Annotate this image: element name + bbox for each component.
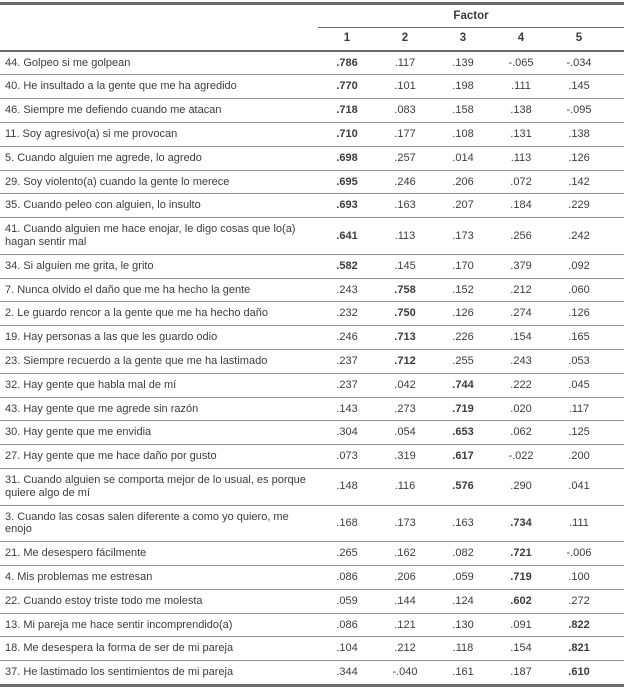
table-row bbox=[0, 146, 624, 170]
table-row bbox=[0, 170, 624, 194]
table-row bbox=[0, 542, 624, 566]
loading-value: .126 bbox=[434, 302, 492, 326]
item-label: 13. Mi pareja me hace sentir incomprendido(a) bbox=[0, 613, 318, 637]
loading-value: .101 bbox=[376, 75, 434, 99]
loading-value: .222 bbox=[492, 373, 550, 397]
loading-value: .059 bbox=[434, 565, 492, 589]
loading-value: .602 bbox=[492, 589, 550, 613]
loading-value: .246 bbox=[318, 326, 376, 350]
table-row bbox=[0, 613, 624, 637]
item-label: 19. Hay personas a las que les guardo odio bbox=[0, 326, 318, 350]
loading-value: .118 bbox=[434, 637, 492, 661]
loading-value: .162 bbox=[376, 542, 434, 566]
loading-value: .246 bbox=[376, 170, 434, 194]
table-body bbox=[0, 51, 624, 686]
loading-value: .206 bbox=[376, 565, 434, 589]
loading-value: .092 bbox=[550, 254, 624, 278]
item-label: 30. Hay gente que me envidia bbox=[0, 421, 318, 445]
factor-group-header: Factor bbox=[318, 4, 624, 28]
loading-value: .138 bbox=[492, 99, 550, 123]
loading-value: .154 bbox=[492, 637, 550, 661]
loading-value: .237 bbox=[318, 373, 376, 397]
item-label: 3. Cuando las cosas salen diferente a como yo quiero, me enojo bbox=[0, 505, 318, 542]
loading-value: .257 bbox=[376, 146, 434, 170]
loading-value: .304 bbox=[318, 421, 376, 445]
loading-value: .113 bbox=[492, 146, 550, 170]
loading-value: .242 bbox=[550, 218, 624, 255]
loading-value: .142 bbox=[550, 170, 624, 194]
loading-value: -.095 bbox=[550, 99, 624, 123]
table-row bbox=[0, 75, 624, 99]
loading-value: .086 bbox=[318, 613, 376, 637]
loading-value: .158 bbox=[434, 99, 492, 123]
loading-value: .243 bbox=[492, 349, 550, 373]
factor-column-header-1: 1 bbox=[318, 27, 376, 50]
loading-value: .059 bbox=[318, 589, 376, 613]
loading-value: .237 bbox=[318, 349, 376, 373]
table-row bbox=[0, 565, 624, 589]
loading-value: -.022 bbox=[492, 445, 550, 469]
item-label: 27. Hay gente que me hace daño por gusto bbox=[0, 445, 318, 469]
loading-value: .719 bbox=[434, 397, 492, 421]
table-row bbox=[0, 421, 624, 445]
loading-value: .042 bbox=[376, 373, 434, 397]
loading-value: .086 bbox=[318, 565, 376, 589]
table-row bbox=[0, 349, 624, 373]
loading-value: .073 bbox=[318, 445, 376, 469]
item-label: 44. Golpeo si me golpean bbox=[0, 51, 318, 75]
loading-value: .198 bbox=[434, 75, 492, 99]
item-label: 34. Si alguien me grita, le grito bbox=[0, 254, 318, 278]
loading-value: .734 bbox=[492, 505, 550, 542]
loading-value: .721 bbox=[492, 542, 550, 566]
item-label: 5. Cuando alguien me agrede, lo agredo bbox=[0, 146, 318, 170]
factor-column-header-5: 5 bbox=[550, 27, 624, 50]
item-label: 23. Siempre recuerdo a la gente que me ha lastimado bbox=[0, 349, 318, 373]
loading-value: .144 bbox=[376, 589, 434, 613]
loading-value: .054 bbox=[376, 421, 434, 445]
loading-value: .744 bbox=[434, 373, 492, 397]
item-label: 40. He insultado a la gente que me ha agredido bbox=[0, 75, 318, 99]
loading-value: .053 bbox=[550, 349, 624, 373]
table-row bbox=[0, 661, 624, 686]
loading-value: .170 bbox=[434, 254, 492, 278]
loading-value: .145 bbox=[376, 254, 434, 278]
loading-value: .821 bbox=[550, 637, 624, 661]
table-row bbox=[0, 397, 624, 421]
loading-value: .265 bbox=[318, 542, 376, 566]
table-row bbox=[0, 445, 624, 469]
loading-value: .750 bbox=[376, 302, 434, 326]
loading-value: .072 bbox=[492, 170, 550, 194]
loading-value: -.065 bbox=[492, 51, 550, 75]
loading-value: .161 bbox=[434, 661, 492, 686]
loading-value: .060 bbox=[550, 278, 624, 302]
loading-value: .710 bbox=[318, 122, 376, 146]
item-label: 37. He lastimado los sentimientos de mi pareja bbox=[0, 661, 318, 686]
item-label: 29. Soy violento(a) cuando la gente lo merece bbox=[0, 170, 318, 194]
loading-value: .226 bbox=[434, 326, 492, 350]
loading-value: .126 bbox=[550, 302, 624, 326]
factor-column-header-4: 4 bbox=[492, 27, 550, 50]
loading-value: .020 bbox=[492, 397, 550, 421]
factor-column-header-2: 2 bbox=[376, 27, 434, 50]
factor-number-row bbox=[0, 27, 624, 50]
factor-loadings-table bbox=[0, 2, 624, 687]
loading-value: .379 bbox=[492, 254, 550, 278]
loading-value: .117 bbox=[376, 51, 434, 75]
loading-value: .145 bbox=[550, 75, 624, 99]
item-label: 43. Hay gente que me agrede sin razón bbox=[0, 397, 318, 421]
loading-value: .255 bbox=[434, 349, 492, 373]
table-row bbox=[0, 254, 624, 278]
loading-value: .121 bbox=[376, 613, 434, 637]
item-label: 7. Nunca olvido el daño que me ha hecho la gente bbox=[0, 278, 318, 302]
loading-value: .041 bbox=[550, 468, 624, 505]
loading-value: .125 bbox=[550, 421, 624, 445]
loading-value: .045 bbox=[550, 373, 624, 397]
table-row bbox=[0, 505, 624, 542]
loading-value: .108 bbox=[434, 122, 492, 146]
loading-value: .143 bbox=[318, 397, 376, 421]
loading-value: .344 bbox=[318, 661, 376, 686]
loading-value: .200 bbox=[550, 445, 624, 469]
table-row bbox=[0, 99, 624, 123]
loading-value: -.034 bbox=[550, 51, 624, 75]
item-label: 35. Cuando peleo con alguien, lo insulto bbox=[0, 194, 318, 218]
loading-value: .641 bbox=[318, 218, 376, 255]
loading-value: .014 bbox=[434, 146, 492, 170]
loading-value: .207 bbox=[434, 194, 492, 218]
loading-value: .712 bbox=[376, 349, 434, 373]
loading-value: .770 bbox=[318, 75, 376, 99]
loading-value: .693 bbox=[318, 194, 376, 218]
loading-value: .091 bbox=[492, 613, 550, 637]
loading-value: .168 bbox=[318, 505, 376, 542]
item-label: 41. Cuando alguien me hace enojar, le digo cosas que lo(a) hagan sentir mal bbox=[0, 218, 318, 255]
table-row bbox=[0, 589, 624, 613]
loading-value: .152 bbox=[434, 278, 492, 302]
loading-value: .758 bbox=[376, 278, 434, 302]
loading-value: .100 bbox=[550, 565, 624, 589]
header-stub-cell bbox=[0, 4, 318, 28]
loading-value: .177 bbox=[376, 122, 434, 146]
loading-value: .719 bbox=[492, 565, 550, 589]
loading-value: .126 bbox=[550, 146, 624, 170]
loading-value: .243 bbox=[318, 278, 376, 302]
loading-value: .148 bbox=[318, 468, 376, 505]
item-label: 18. Me desespera la forma de ser de mi pareja bbox=[0, 637, 318, 661]
table-row bbox=[0, 51, 624, 75]
loading-value: .139 bbox=[434, 51, 492, 75]
loading-value: .187 bbox=[492, 661, 550, 686]
loading-value: .124 bbox=[434, 589, 492, 613]
loading-value: .104 bbox=[318, 637, 376, 661]
loading-value: .274 bbox=[492, 302, 550, 326]
loading-value: .273 bbox=[376, 397, 434, 421]
loading-value: .653 bbox=[434, 421, 492, 445]
item-label: 4. Mis problemas me estresan bbox=[0, 565, 318, 589]
loading-value: .154 bbox=[492, 326, 550, 350]
table-row bbox=[0, 637, 624, 661]
table-row bbox=[0, 218, 624, 255]
loading-value: .206 bbox=[434, 170, 492, 194]
loading-value: .695 bbox=[318, 170, 376, 194]
loading-value: .165 bbox=[550, 326, 624, 350]
loading-value: .786 bbox=[318, 51, 376, 75]
item-label: 21. Me desespero fácilmente bbox=[0, 542, 318, 566]
loading-value: .610 bbox=[550, 661, 624, 686]
loading-value: .582 bbox=[318, 254, 376, 278]
loading-value: .617 bbox=[434, 445, 492, 469]
item-label: 2. Le guardo rencor a la gente que me ha hecho daño bbox=[0, 302, 318, 326]
factor-group-row bbox=[0, 4, 624, 28]
loading-value: .117 bbox=[550, 397, 624, 421]
loading-value: .082 bbox=[434, 542, 492, 566]
table-row bbox=[0, 194, 624, 218]
loading-value: .232 bbox=[318, 302, 376, 326]
loading-value: .130 bbox=[434, 613, 492, 637]
loading-value: .111 bbox=[550, 505, 624, 542]
table-row bbox=[0, 468, 624, 505]
loading-value: .272 bbox=[550, 589, 624, 613]
loading-value: .113 bbox=[376, 218, 434, 255]
loading-value: .138 bbox=[550, 122, 624, 146]
item-label: 31. Cuando alguien se comporta mejor de lo usual, es porque quiere algo de mí bbox=[0, 468, 318, 505]
table-row bbox=[0, 326, 624, 350]
loading-value: .290 bbox=[492, 468, 550, 505]
loading-value: .184 bbox=[492, 194, 550, 218]
loading-value: -.040 bbox=[376, 661, 434, 686]
loading-value: .131 bbox=[492, 122, 550, 146]
table-header bbox=[0, 4, 624, 51]
loading-value: .718 bbox=[318, 99, 376, 123]
item-label: 22. Cuando estoy triste todo me molesta bbox=[0, 589, 318, 613]
loading-value: .576 bbox=[434, 468, 492, 505]
loading-value: .116 bbox=[376, 468, 434, 505]
header-stub-cell bbox=[0, 27, 318, 50]
item-label: 32. Hay gente que habla mal de mí bbox=[0, 373, 318, 397]
loading-value: .212 bbox=[376, 637, 434, 661]
item-label: 11. Soy agresivo(a) si me provocan bbox=[0, 122, 318, 146]
loading-value: .256 bbox=[492, 218, 550, 255]
factor-column-header-3: 3 bbox=[434, 27, 492, 50]
loading-value: -.006 bbox=[550, 542, 624, 566]
loading-value: .083 bbox=[376, 99, 434, 123]
loading-value: .229 bbox=[550, 194, 624, 218]
loading-value: .822 bbox=[550, 613, 624, 637]
loading-value: .163 bbox=[434, 505, 492, 542]
loading-value: .698 bbox=[318, 146, 376, 170]
item-label: 46. Siempre me defiendo cuando me atacan bbox=[0, 99, 318, 123]
loading-value: .713 bbox=[376, 326, 434, 350]
loading-value: .173 bbox=[434, 218, 492, 255]
table-row bbox=[0, 122, 624, 146]
loading-value: .212 bbox=[492, 278, 550, 302]
table-row bbox=[0, 302, 624, 326]
table-row bbox=[0, 278, 624, 302]
loading-value: .062 bbox=[492, 421, 550, 445]
loading-value: .111 bbox=[492, 75, 550, 99]
table-row bbox=[0, 373, 624, 397]
loading-value: .319 bbox=[376, 445, 434, 469]
loading-value: .173 bbox=[376, 505, 434, 542]
loading-value: .163 bbox=[376, 194, 434, 218]
